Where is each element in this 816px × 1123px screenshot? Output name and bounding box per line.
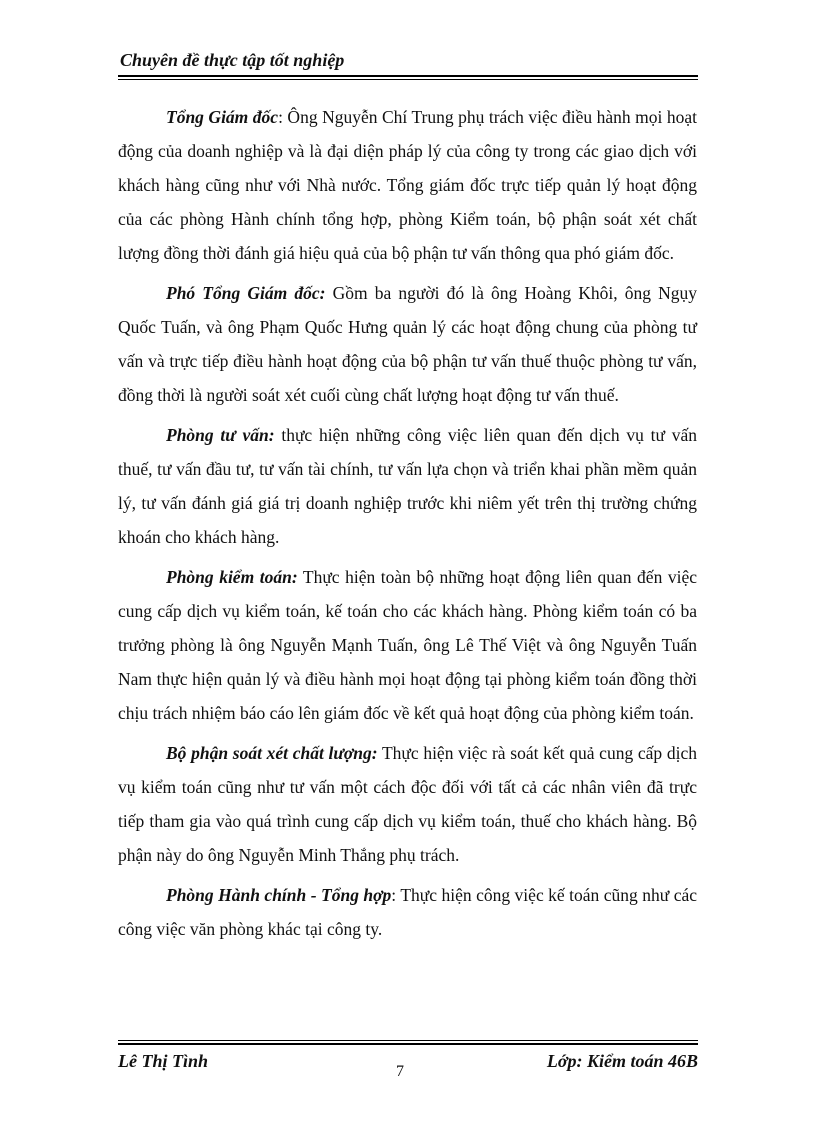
- paragraph-lead: Phòng Hành chính - Tổng hợp: [166, 885, 392, 905]
- paragraph-pho-tong-giam-doc: [118, 276, 697, 412]
- header-rule-thin: [118, 79, 698, 80]
- paragraph-lead: Tổng Giám đốc: [166, 107, 279, 127]
- footer-rule-thin: [118, 1040, 698, 1041]
- document-body: [118, 100, 697, 952]
- paragraph-lead: Phòng kiểm toán:: [166, 567, 298, 587]
- paragraph-phong-tu-van: [118, 418, 697, 554]
- paragraph-tong-giam-doc: [118, 100, 697, 270]
- paragraph-text: Thực hiện việc rà soát kết quả cung cấp dịch vụ kiểm toán cũng như tư vấn một cách độc đối với tất cả các nhân viên đã trực tiếp tham gia vào quá trình cung cấp dịch vụ kiểm toán, thuế cho khách hàng. Bộ phận này do ông Nguyễn Minh Thắng phụ trách.: [118, 743, 697, 865]
- paragraph-text: : Thực hiện công việc kế toán cũng như các công việc văn phòng khác tại công ty.: [118, 885, 698, 939]
- paragraph-text: Gồm ba người đó là ông Hoàng Khôi, ông Ngụy Quốc Tuấn, và ông Phạm Quốc Hưng quản lý các hoạt động chung của phòng tư vấn và trực tiếp điều hành hoạt động của bộ phận tư vấn thuế thuộc phòng tư vấn, đồng thời là người soát xét cuối cùng chất lượng hoạt động tư vấn thuế.: [118, 283, 697, 405]
- paragraph-text: thực hiện những công việc liên quan đến dịch vụ tư vấn thuế, tư vấn đầu tư, tư vấn tài chính, tư vấn lựa chọn và triển khai phần mềm quản lý, tư vấn đánh giá giá trị doanh nghiệp trước khi niêm yết trên thị trường chứng khoán cho khách hàng.: [118, 425, 697, 547]
- paragraph-lead: Phòng tư vấn:: [166, 425, 275, 445]
- paragraph-lead: Phó Tổng Giám đốc:: [166, 283, 326, 303]
- header-title: Chuyên đề thực tập tốt nghiệp: [120, 50, 345, 70]
- paragraph-lead: Bộ phận soát xét chất lượng:: [166, 743, 378, 763]
- page-number: 7: [396, 1063, 404, 1080]
- paragraph-phong-hanh-chinh: [118, 878, 697, 946]
- paragraph-text: : Ông Nguyễn Chí Trung phụ trách việc điều hành mọi hoạt động của doanh nghiệp và là đại diện pháp lý của công ty trong các giao dịch với khách hàng cũng như với Nhà nước. Tổng giám đốc trực tiếp quản lý hoạt động của các phòng Hành chính tổng hợp, phòng Kiểm toán, bộ phận soát xét chất lượng đồng thời đánh giá hiệu quả của bộ phận tư vấn thông qua phó giám đốc.: [118, 107, 697, 263]
- paragraph-text: Thực hiện toàn bộ những hoạt động liên quan đến việc cung cấp dịch vụ kiểm toán, kế toán cho các khách hàng. Phòng kiểm toán có ba trưởng phòng là ông Nguyễn Mạnh Tuấn, ông Lê Thế Việt và ông Nguyễn Tuấn Nam thực hiện quản lý và điều hành mọi hoạt động tại phòng kiểm toán đồng thời chịu trách nhiệm báo cáo lên giám đốc về kết quả hoạt động của phòng kiểm toán.: [118, 567, 698, 723]
- header-rule-thick: [118, 75, 698, 77]
- paragraph-phong-kiem-toan: [118, 560, 697, 730]
- footer-author: Lê Thị Tình: [118, 1051, 209, 1071]
- paragraph-bo-phan-soat-xet: [118, 736, 697, 872]
- footer-class-label: Lớp: Kiểm toán 46B: [546, 1051, 698, 1071]
- footer-rule-thick: [118, 1043, 698, 1045]
